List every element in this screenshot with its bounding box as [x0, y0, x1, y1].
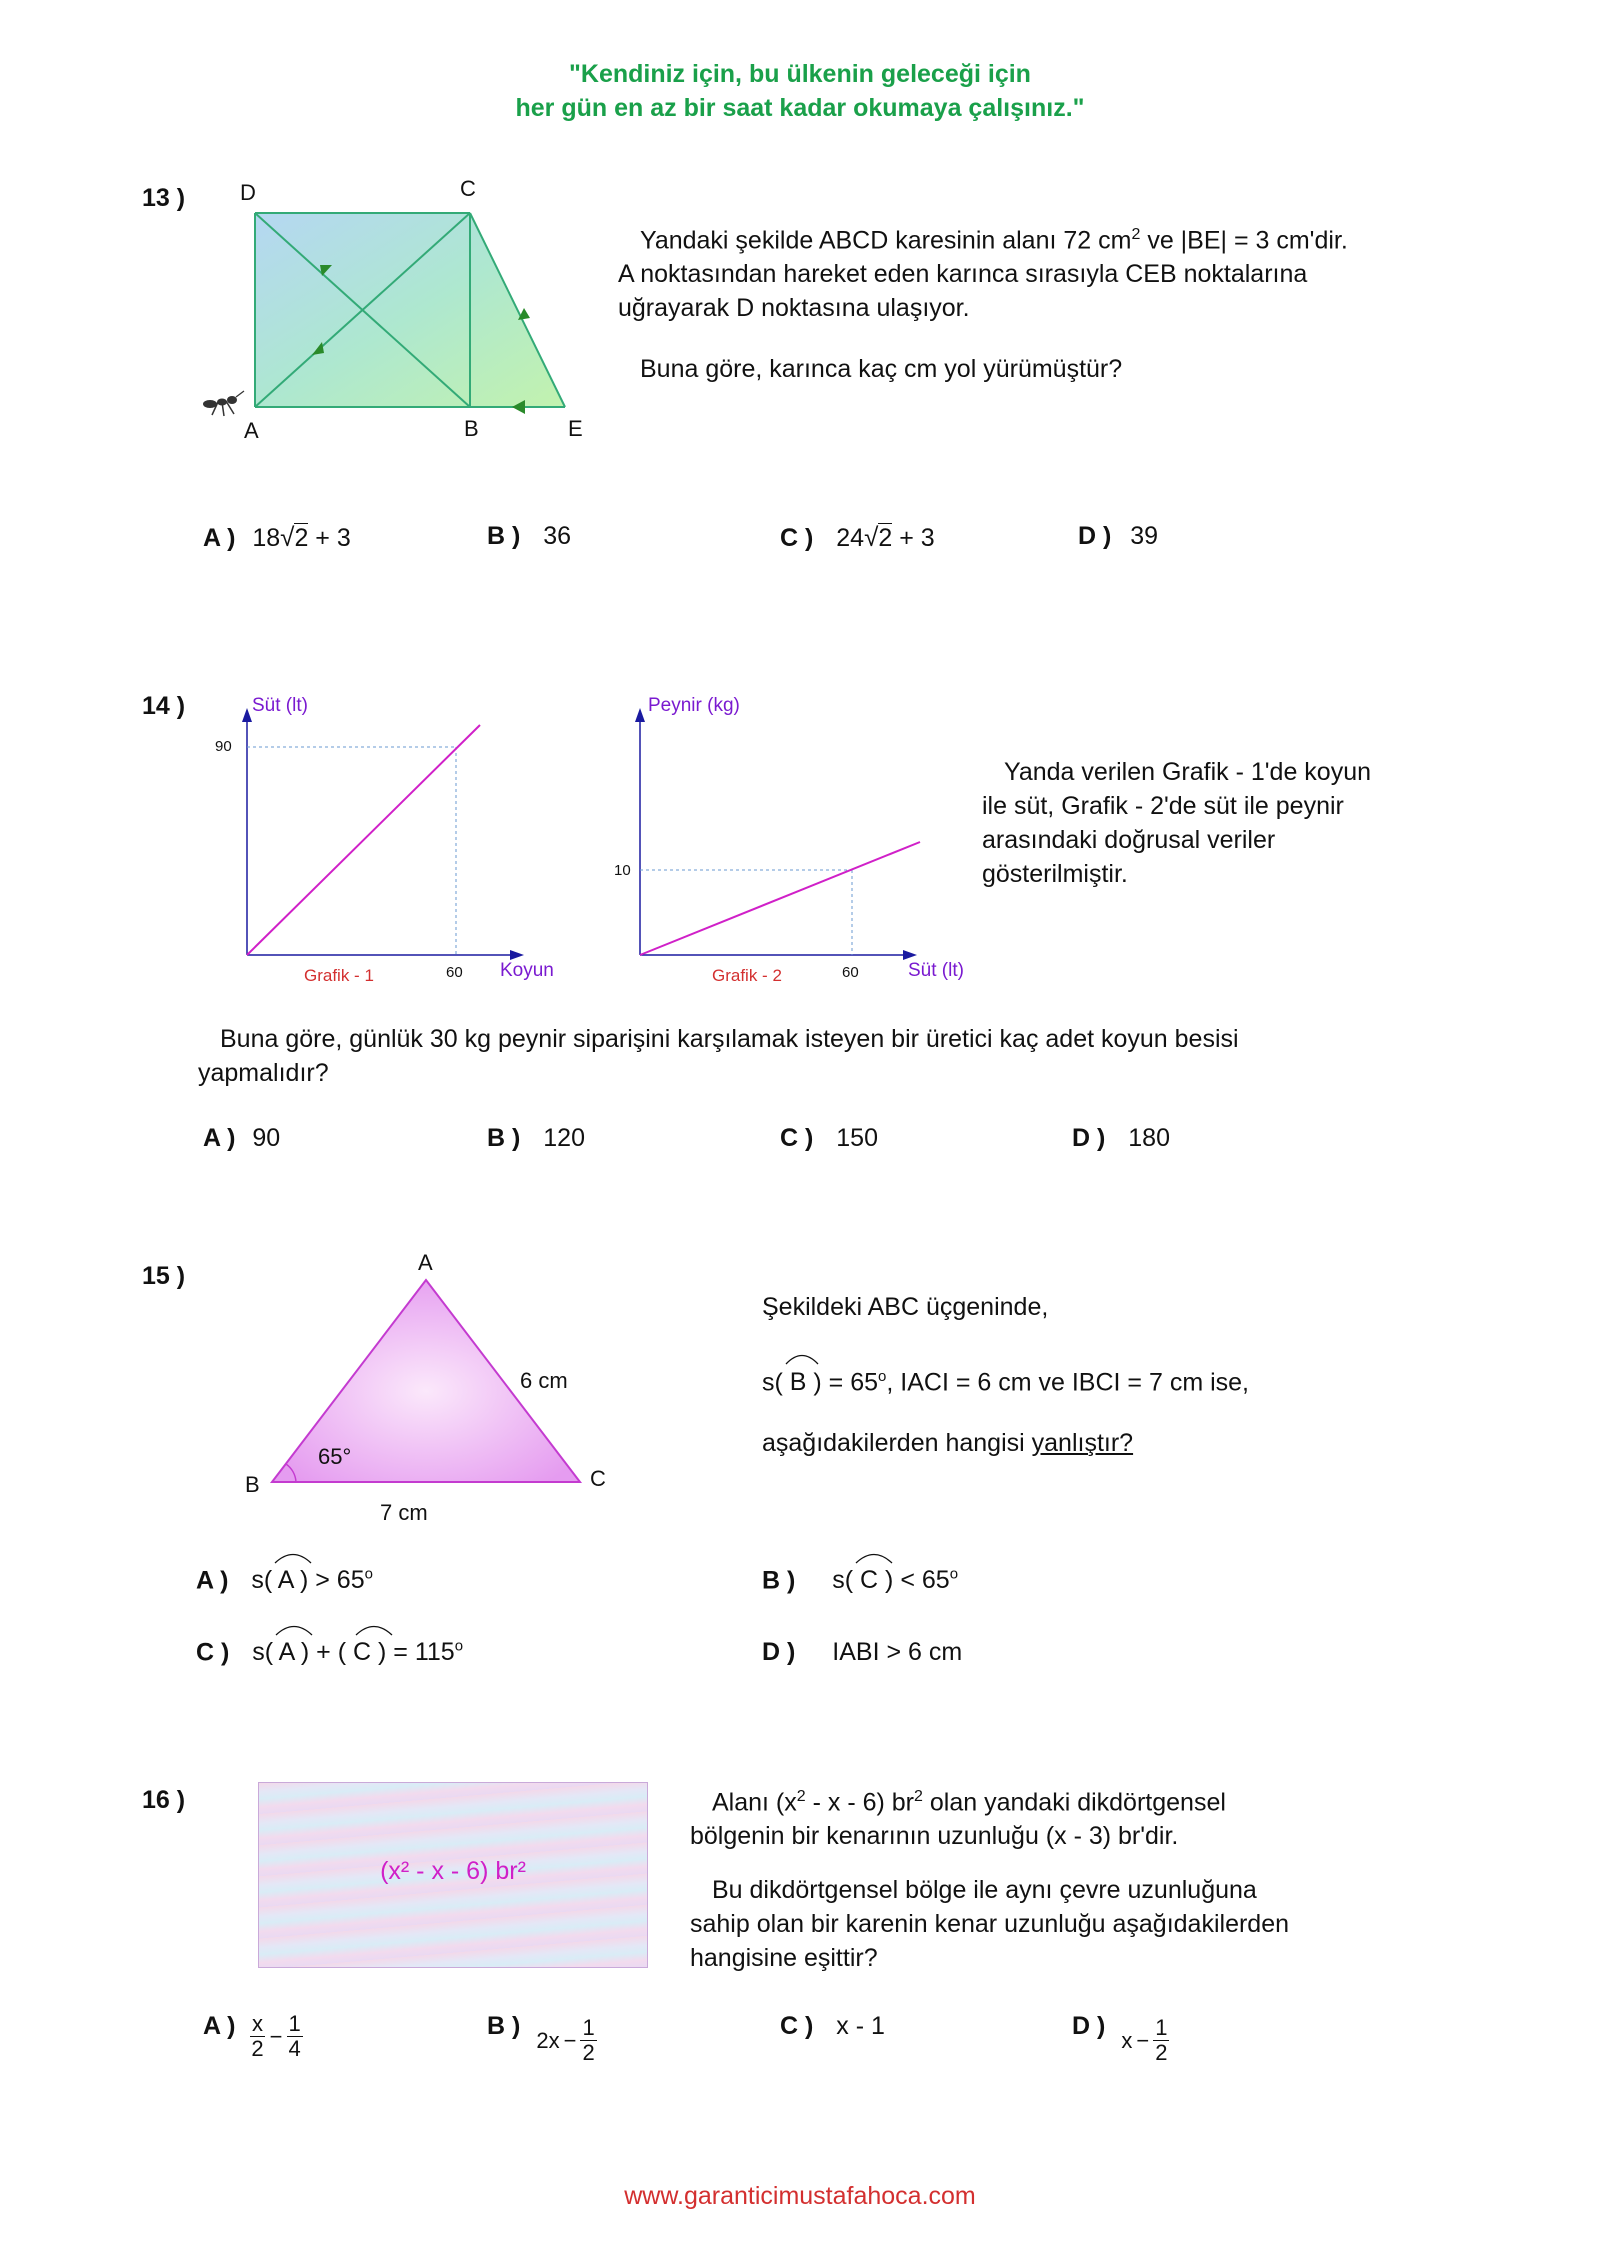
- q13-label-D: D: [240, 180, 256, 205]
- q14-option-b[interactable]: B ) 120: [487, 1124, 585, 1152]
- q15-option-a[interactable]: A ) s( A ) > $65^o$: [196, 1566, 373, 1595]
- graph-1: [200, 690, 600, 1000]
- q15-text-1: Şekildeki ABC üçgeninde,: [762, 1293, 1049, 1321]
- graph-2-xtick: 60: [842, 964, 859, 981]
- q15-option-c[interactable]: C ) s( A ) + ( C ) = $115^o$: [196, 1638, 463, 1667]
- q13-label-A: A: [244, 418, 259, 443]
- q15-option-b[interactable]: B ) s( C ) < $65^o$: [762, 1566, 958, 1595]
- q14-option-d[interactable]: D ) 180: [1072, 1124, 1170, 1152]
- graph-1-ylabel: Süt (lt): [252, 695, 308, 716]
- question-16-number: 16 ): [142, 1786, 186, 1814]
- q13-label-C: C: [460, 176, 476, 201]
- q16-option-c[interactable]: C ) x - 1: [780, 2012, 885, 2040]
- arrow-icon: [242, 708, 252, 722]
- motto-line-1: "Kendiniz için, bu ülkenin geleceği için: [569, 60, 1031, 88]
- arrow-icon: [635, 708, 645, 722]
- ant-icon: [203, 391, 244, 416]
- q16-option-a[interactable]: A ) $\frac{x}{2}$ − $\frac{1}{4}$: [203, 2011, 301, 2061]
- q13-label-B: B: [464, 416, 479, 441]
- q15-side-bc: 7 cm: [380, 1500, 428, 1525]
- question-13-number: 13 ): [142, 184, 186, 212]
- q13-option-a[interactable]: A ) 18√2 + 3: [203, 522, 351, 552]
- graph-1-ytick: 90: [215, 738, 232, 755]
- q15-text-2: s( B ) = $65^o$, IACI = 6 cm ve IBCI = 7 cm ise,: [762, 1360, 1249, 1399]
- q15-text-3: aşağıdakilerden hangisi yanlıştır?: [762, 1429, 1134, 1457]
- arrow-icon: [903, 950, 917, 960]
- q13-option-d[interactable]: D ) 39: [1078, 522, 1159, 550]
- graph-2: [600, 690, 1000, 1000]
- footer-link[interactable]: www.garanticimustafahoca.com: [624, 2182, 976, 2210]
- graph-2-caption: Grafik - 2: [712, 966, 782, 985]
- q15-angle-b: 65°: [318, 1444, 352, 1469]
- q16-option-d[interactable]: D ) x − $\frac{1}{2}$: [1072, 2012, 1168, 2065]
- angle-arc-icon: [784, 1351, 820, 1365]
- q13-question: Buna göre, karınca kaç cm yol yürümüştür?: [640, 355, 1123, 383]
- q16-rectangle: [258, 1782, 648, 1968]
- angle-arc-icon: [274, 1622, 314, 1636]
- q16-text: Alanı ($x^2$ - x - 6) $br^2$ olan yandaki dikdörtgensel bölgenin bir kenarının uzunluğu (x - 3) br'dir. Bu dikdörtgensel bölge ile aynı çevre uzunluğuna sahip olan bir karenin kenar uzunluğu aşağıdakilerden hangisine eşittir?: [690, 1788, 1290, 1973]
- q15-option-d[interactable]: D ) IABI > 6 cm: [762, 1638, 963, 1666]
- q13-label-E: E: [568, 416, 583, 441]
- q13-text: Yandaki şekilde ABCD karesinin alanı 72 $cm^2$ ve |BE| = 3 cm'dir. A noktasından hareket eden karınca sırasıyla CEB noktalarına uğrayarak D noktasına ulaşıyor.: [618, 226, 1348, 323]
- q14-question: Buna göre, günlük 30 kg peynir siparişini karşılamak isteyen bir üretici kaç adet koyun besisi yapmalıdır?: [198, 1025, 1239, 1087]
- q14-side-text: Yanda verilen Grafik - 1'de koyun ile süt, Grafik - 2'de süt ile peynir arasındaki doğrusal veriler gösterilmiştir.: [982, 758, 1372, 888]
- q16-box-label: (x² - x - 6) br²: [380, 1857, 526, 1885]
- graph-1-xtick: 60: [446, 964, 463, 981]
- angle-arc-icon: [354, 1622, 394, 1636]
- q15-label-A: A: [418, 1250, 433, 1275]
- question-14-number: 14 ): [142, 692, 186, 720]
- q13-option-b[interactable]: B ) 36: [487, 522, 572, 550]
- arrow-icon: [510, 950, 524, 960]
- q13-option-c[interactable]: C ) 24√2 + 3: [780, 522, 935, 552]
- q15-label-C: C: [590, 1466, 606, 1491]
- q15-side-ac: 6 cm: [520, 1368, 568, 1393]
- graph-2-ytick: 10: [614, 862, 631, 879]
- angle-arc-icon: [273, 1550, 313, 1564]
- q16-option-b[interactable]: B ) 2x − $\frac{1}{2}$: [487, 2012, 595, 2065]
- graph-1-xlabel: Koyun: [500, 960, 554, 981]
- q13-figure: [190, 170, 590, 460]
- graph-1-caption: Grafik - 1: [304, 966, 374, 985]
- graph-2-line: [640, 842, 920, 955]
- graph-1-line: [247, 725, 480, 955]
- graph-2-ylabel: Peynir (kg): [648, 695, 740, 716]
- question-15-number: 15 ): [142, 1262, 186, 1290]
- q14-option-c[interactable]: C ) 150: [780, 1124, 878, 1152]
- graph-2-xlabel: Süt (lt): [908, 960, 964, 981]
- q15-label-B: B: [245, 1472, 260, 1497]
- angle-arc-icon: [854, 1550, 894, 1564]
- q14-option-a[interactable]: A ) 90: [203, 1124, 281, 1152]
- motto-line-2: her gün en az bir saat kadar okumaya çalışınız.": [515, 94, 1085, 122]
